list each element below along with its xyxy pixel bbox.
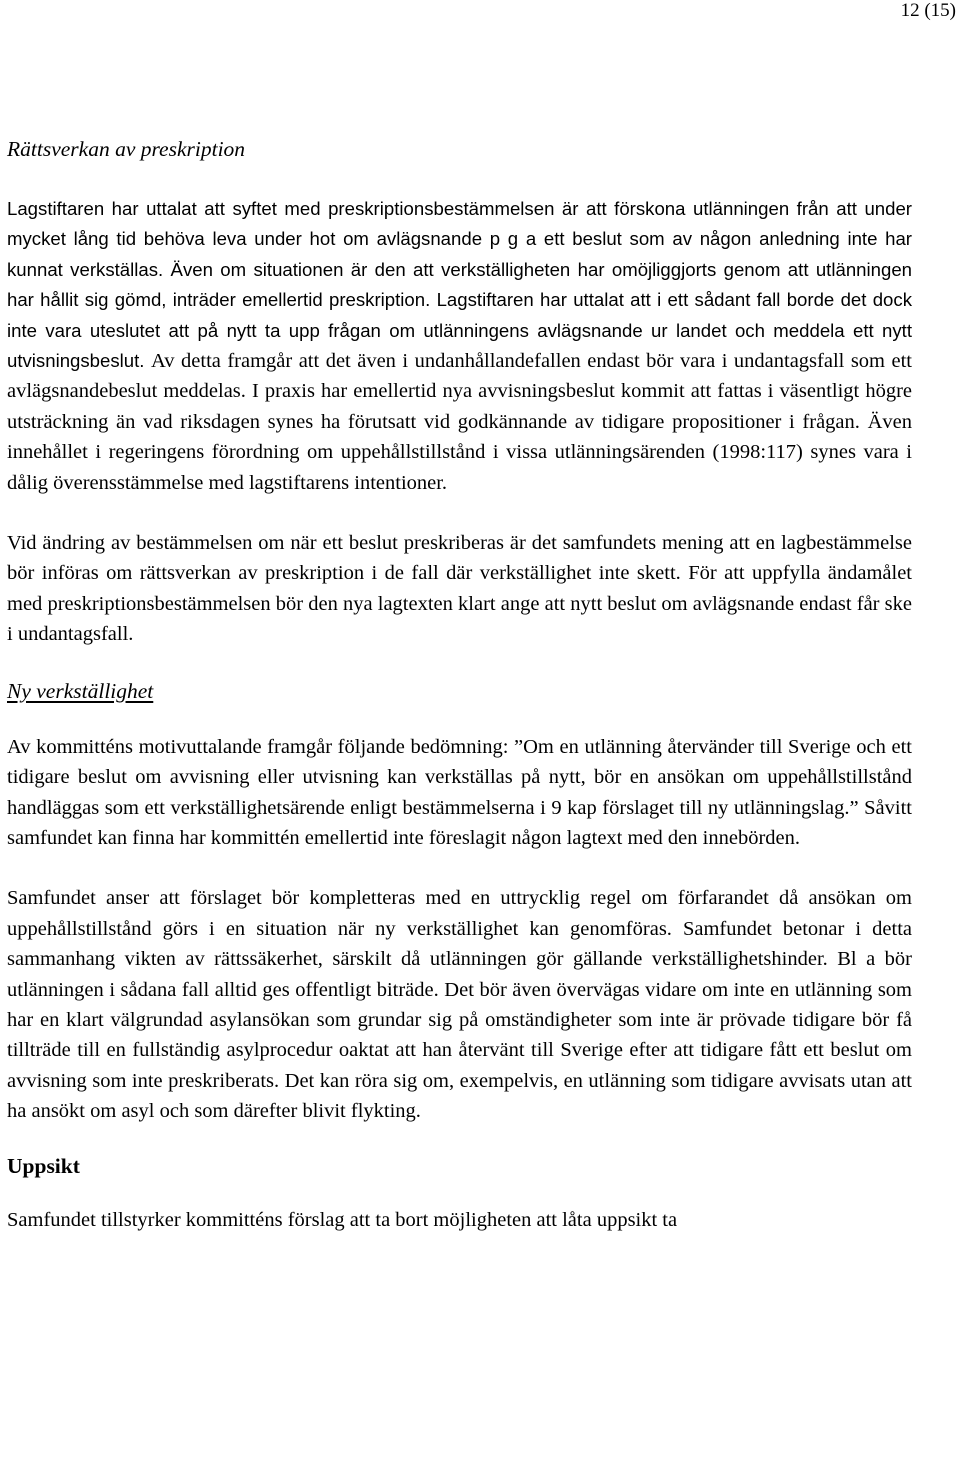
page-number: 12 (15) [900,0,956,21]
section-heading-ny-verkstallighet: Ny verkställighet [7,678,154,703]
text-segment-serif: Av detta framgår att det även i undanhållandefallen endast bör vara i undantagsfall som ett avlägsnandebeslut meddelas. I praxis har emellertid nya avvisningsbeslut kommit att fattas i väsentligt högre utsträckning än vad riksdagen synes ha förutsatt vid godkännande av tidigare propositioner i frågan. Även innehållet i regeringens förordning om uppehållstillstånd i vissa utlänningsärenden (1998:117) synes vara i dålig överensstämmelse med lagstiftarens intentioner. [7,350,912,494]
paragraph-ny-verkstallighet-2: Samfundet anser att förslaget bör kompletteras med en uttrycklig regel om förfarandet då ansökan om uppehållstillstånd görs i en situation när ny verkställighet kan genomföras. Samfundet betonar i detta sammanhang vikten av rättssäkerhet, särskilt då utlänningen gör gällande verkställighetshinder. Bl a bör utlänningen i sådana fall alltid ges offentligt biträde. Det bör även övervägas vidare om inte en utlänning som har en klart välgrundad asylansökan som grundar sig på omständigheter som inte är prövade tidigare bör få tillträde till en fullständig asylprocedur oaktat att han återvänt till Sverige efter att tidigare fått ett beslut om avvisning som inte preskriberats. Det kan röra sig om, exempelvis, en utlänning som tidigare avvisats utan att ha ansökt om asyl och som därefter blivit flykting. [7,887,912,1123]
section-heading-rattsverkan: Rättsverkan av preskription [7,137,246,161]
section-heading-uppsikt: Uppsikt [7,1153,80,1178]
paragraph-rattsverkan-1 [7,194,912,498]
document-body [7,134,912,1235]
paragraph-uppsikt-1: Samfundet tillstyrker kommitténs förslag att ta bort möjligheten att låta uppsikt ta [7,1208,678,1231]
text-segment-sans: Lagstiftaren har uttalat att syftet med preskriptionsbestämmelsen är att förskona utlänningen från att under mycket lång tid behöva leva under hot om avlägsnande p g a ett beslut som av någon anledning inte har kunnat verkställas. Även om situationen är den att verkställigheten har omöjliggjorts genom att utlänningen har hållit sig gömd, inträder emellertid preskription. Lagstiftaren har uttalat att i ett sådant fall borde det dock inte vara uteslutet att på nytt ta upp frågan om utlänningens avlägsnande ur landet och meddela ett nytt utvisningsbeslut. [7,198,912,372]
paragraph-rattsverkan-2: Vid ändring av bestämmelsen om när ett beslut preskriberas är det samfundets mening att en lagbestämmelse bör införas om rättsverkan av preskription i de fall där verkställighet inte skett. För att uppfylla ändamålet med preskriptionsbestämmelsen bör den nya lagtexten klart ange att nytt beslut om avlägsnande endast får ske i undantagsfall. [7,532,912,646]
paragraph-ny-verkstallighet-1: Av kommitténs motivuttalande framgår följande bedömning: ”Om en utlänning återvänder till Sverige och ett tidigare beslut om avvisning eller utvisning kan verkställas på nytt, bör en ansökan om uppehållstillstånd handläggas som ett verkställighetsärende enligt bestämmelserna i 9 kap förslaget till ny utlänningslag.” Såvitt samfundet kan finna har kommittén emellertid inte föreslagit någon lagtext med den innebörden. [7,735,912,849]
